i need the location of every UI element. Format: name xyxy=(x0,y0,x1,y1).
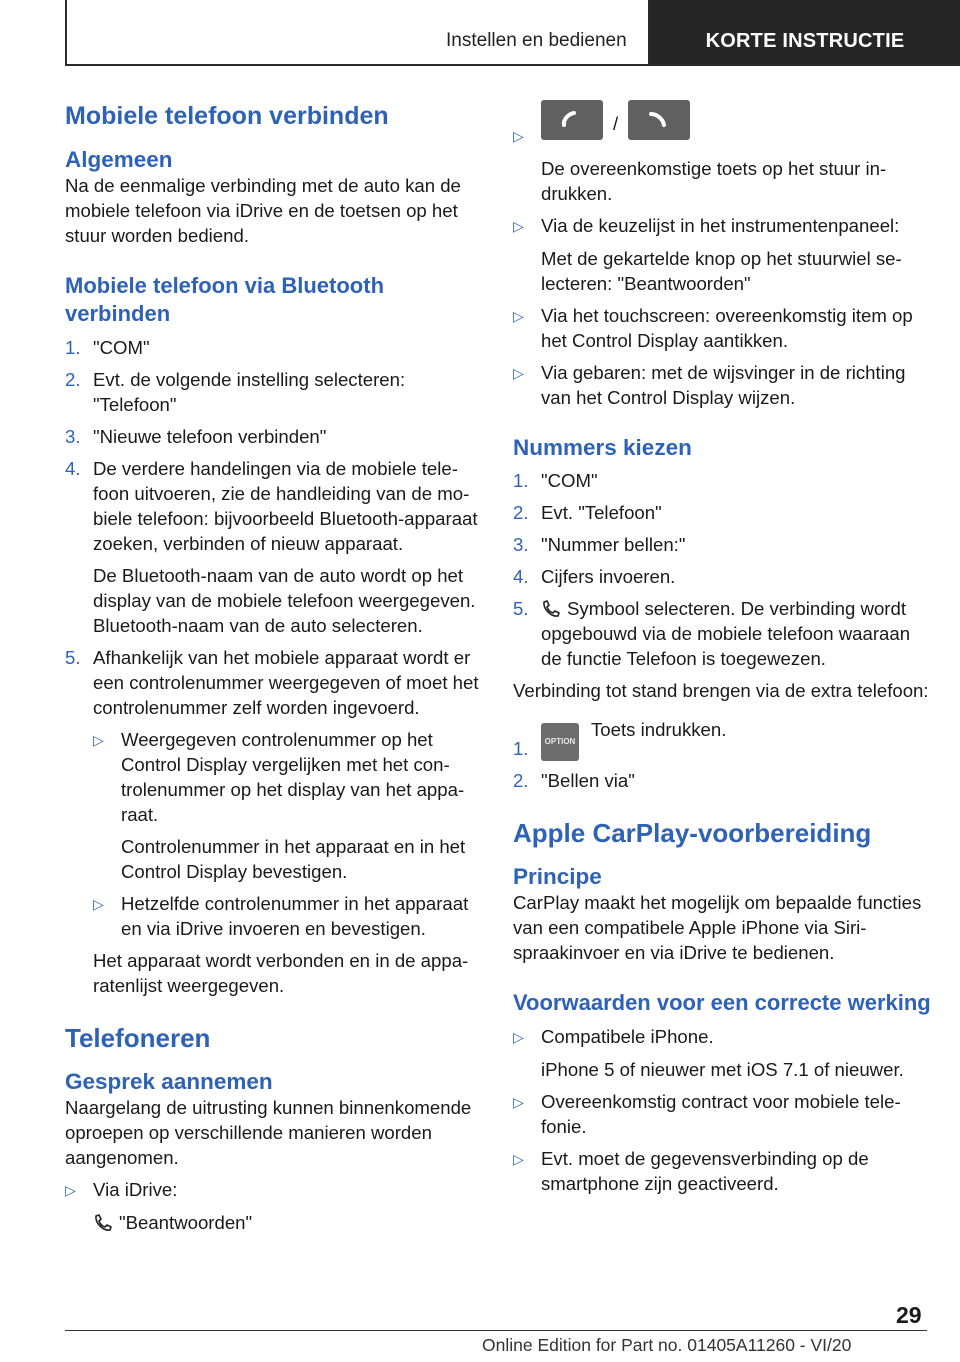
heading-carplay: Apple CarPlay-voorbereiding xyxy=(513,818,872,848)
list-number: 3. xyxy=(513,534,529,555)
answer-sub-text: "Beantwoorden" xyxy=(119,1212,253,1233)
list-text: Evt. "Telefoon" xyxy=(541,502,662,523)
list-item xyxy=(65,456,480,556)
bullet-text: Hetzelfde controlenummer in het apparaat en via iDrive invoeren en bevestigen. xyxy=(121,893,469,939)
list-item xyxy=(513,596,933,671)
header-rule xyxy=(65,64,960,66)
heading-dial: Nummers kiezen xyxy=(513,435,692,460)
right-column xyxy=(513,100,933,1196)
triangle-bullet-icon: ▷ xyxy=(513,1094,524,1110)
answer-sub xyxy=(65,1210,480,1235)
bullet-text: Weergegeven controlenummer op het Control Display vergelijken met het controlenummer op het display van het apparaat. xyxy=(121,729,465,825)
list-item xyxy=(513,717,933,761)
bullet-item xyxy=(513,1146,933,1196)
list-number: 2. xyxy=(513,770,529,791)
bullet-item xyxy=(513,303,933,353)
list-number: 1. xyxy=(513,470,529,491)
list-text: "Bellen via" xyxy=(541,770,635,791)
list-item xyxy=(513,564,933,589)
keys-separator: / xyxy=(613,113,619,134)
bullet-text: Evt. moet de gegevensverbinding op de smartphone zijn geactiveerd. xyxy=(541,1148,869,1194)
header-section-title: Instellen en bedienen xyxy=(446,30,627,51)
bullet-item xyxy=(65,1177,480,1203)
bullet-item xyxy=(93,891,480,941)
footer-edition: Online Edition for Part no. 01405A11260 - VI/20 xyxy=(482,1335,852,1355)
triangle-bullet-icon: ▷ xyxy=(513,1029,524,1045)
heading-calling: Telefoneren xyxy=(65,1023,211,1053)
bullet-note: Controlenummer in het apparaat en in het Control Display bevestigen. xyxy=(121,836,466,882)
text-principle: CarPlay maakt het mogelijk om bepaalde functies van een compatibele Apple iPhone via Siri-spraakinvoer en via iDrive te bedienen. xyxy=(513,892,922,963)
list-text: "COM" xyxy=(93,337,150,358)
list-number: 1. xyxy=(513,738,529,759)
list-item xyxy=(513,500,933,525)
triangle-bullet-icon: ▷ xyxy=(513,365,524,381)
bullet-text: Via de keuzelijst in het instrumentenpaneel: xyxy=(541,215,900,236)
list-number: 5. xyxy=(513,598,529,619)
bullet-text: Overeenkomstig contract voor mobiele telefonie. xyxy=(541,1091,901,1137)
list-number: 5. xyxy=(65,647,81,668)
heading-principle: Principe xyxy=(513,864,602,889)
list-item xyxy=(65,645,480,720)
answer-key-icon xyxy=(541,100,603,140)
heading-requirements: Voorwaarden voor een correcte werking xyxy=(513,990,931,1015)
bullet-text: Compatibele iPhone. xyxy=(541,1026,714,1047)
heading-general: Algemeen xyxy=(65,147,173,172)
list-item xyxy=(65,335,480,360)
heading-answer-call: Gesprek aannemen xyxy=(65,1069,273,1094)
triangle-bullet-icon: ▷ xyxy=(513,218,524,234)
list-text: "COM" xyxy=(541,470,598,491)
hangup-key-icon xyxy=(628,100,690,140)
bullet-text: Via het touchscreen: overeenkomstig item op het Control Display aantikken. xyxy=(541,305,913,351)
header-chapter-label: KORTE INSTRUCTIE xyxy=(705,30,905,52)
left-column xyxy=(65,100,480,1235)
list-item xyxy=(513,468,933,493)
bullet-item xyxy=(93,727,480,827)
list-number: 4. xyxy=(513,566,529,587)
list-text: "Nieuwe telefoon verbinden" xyxy=(93,426,327,447)
text-extra-phone: Verbinding tot stand brengen via de extra telefoon: xyxy=(513,680,929,701)
req-note: iPhone 5 of nieuwer met iOS 7.1 of nieuwer. xyxy=(541,1059,904,1080)
keys-text: De overeenkomstige toets op het stuur indrukken. xyxy=(541,158,887,204)
list-text: Symbool selecteren. De verbinding wordt opgebouwd via de mobiele telefoon waaraan de functie Telefoon is toegewezen. xyxy=(541,598,911,669)
step5-result: Het apparaat wordt verbonden en in de apparatenlijst weergegeven. xyxy=(93,950,469,996)
triangle-bullet-icon: ▷ xyxy=(65,1182,76,1198)
list-item xyxy=(513,768,933,793)
step4-note: De Bluetooth-naam van de auto wordt op het display van de mobiele telefoon weergegeven. Bluetooth-naam van de auto selecteren. xyxy=(93,565,476,636)
list-item xyxy=(65,367,480,417)
list-text: "Nummer bellen:" xyxy=(541,534,686,555)
text-answer-call: Naargelang de uitrusting kunnen binnenkomende oproepen op verschillende manieren worden aangenomen. xyxy=(65,1097,472,1168)
phone-answer-icon xyxy=(560,109,584,131)
list-text: Evt. de volgende instelling selecteren: "Telefoon" xyxy=(93,369,406,415)
page-number: 29 xyxy=(896,1302,922,1328)
header-left-rule xyxy=(65,0,67,66)
bullet-item xyxy=(513,1089,933,1139)
list-item xyxy=(513,532,933,557)
triangle-bullet-icon: ▷ xyxy=(93,732,104,748)
bullet-item xyxy=(513,360,933,410)
bullet-item xyxy=(513,100,933,149)
list-text: Toets indrukken. xyxy=(591,719,727,740)
triangle-bullet-icon: ▷ xyxy=(513,128,524,144)
list-number: 2. xyxy=(513,502,529,523)
bullet-text: Via gebaren: met de wijsvinger in de richting van het Control Display wijzen. xyxy=(541,362,906,408)
bullet-item xyxy=(513,1024,933,1050)
heading-connect-phone: Mobiele telefoon verbinden xyxy=(65,102,389,130)
list-text: Cijfers invoeren. xyxy=(541,566,676,587)
list-text: De verdere handelingen via de mobiele telefoon uitvoeren, zie de handleiding van de mobiele telefoon: bijvoorbeeld Bluetooth-apparaat zoeken, verbinden of nieuw apparaat. xyxy=(93,458,478,554)
list-item xyxy=(65,424,480,449)
list-number: 1. xyxy=(65,337,81,358)
text-general: Na de eenmalige verbinding met de auto kan de mobiele telefoon via iDrive en de toetsen op het stuur worden bediend. xyxy=(65,175,461,246)
bullet-text: Via iDrive: xyxy=(93,1179,178,1200)
option-key-icon: OPTION xyxy=(541,723,579,761)
list-number: 2. xyxy=(65,369,81,390)
triangle-bullet-icon: ▷ xyxy=(513,1151,524,1167)
footer-rule xyxy=(65,1330,927,1331)
list-text: Afhankelijk van het mobiele apparaat wordt er een controlenummer weergegeven of moet het controlenummer zelf worden ingevoerd. xyxy=(93,647,479,718)
triangle-bullet-icon: ▷ xyxy=(513,308,524,324)
phone-icon xyxy=(93,1214,113,1232)
list-number: 3. xyxy=(65,426,81,447)
instr-sub: Met de gekartelde knop op het stuurwiel selecteren: "Beantwoorden" xyxy=(541,248,902,294)
phone-icon xyxy=(541,600,561,618)
triangle-bullet-icon: ▷ xyxy=(93,896,104,912)
phone-hangup-icon xyxy=(647,109,671,131)
heading-bluetooth: Mobiele telefoon via Bluetooth verbinden xyxy=(65,273,385,326)
bullet-item xyxy=(513,213,933,239)
list-number: 4. xyxy=(65,458,81,479)
header-chapter-tab xyxy=(650,0,960,64)
